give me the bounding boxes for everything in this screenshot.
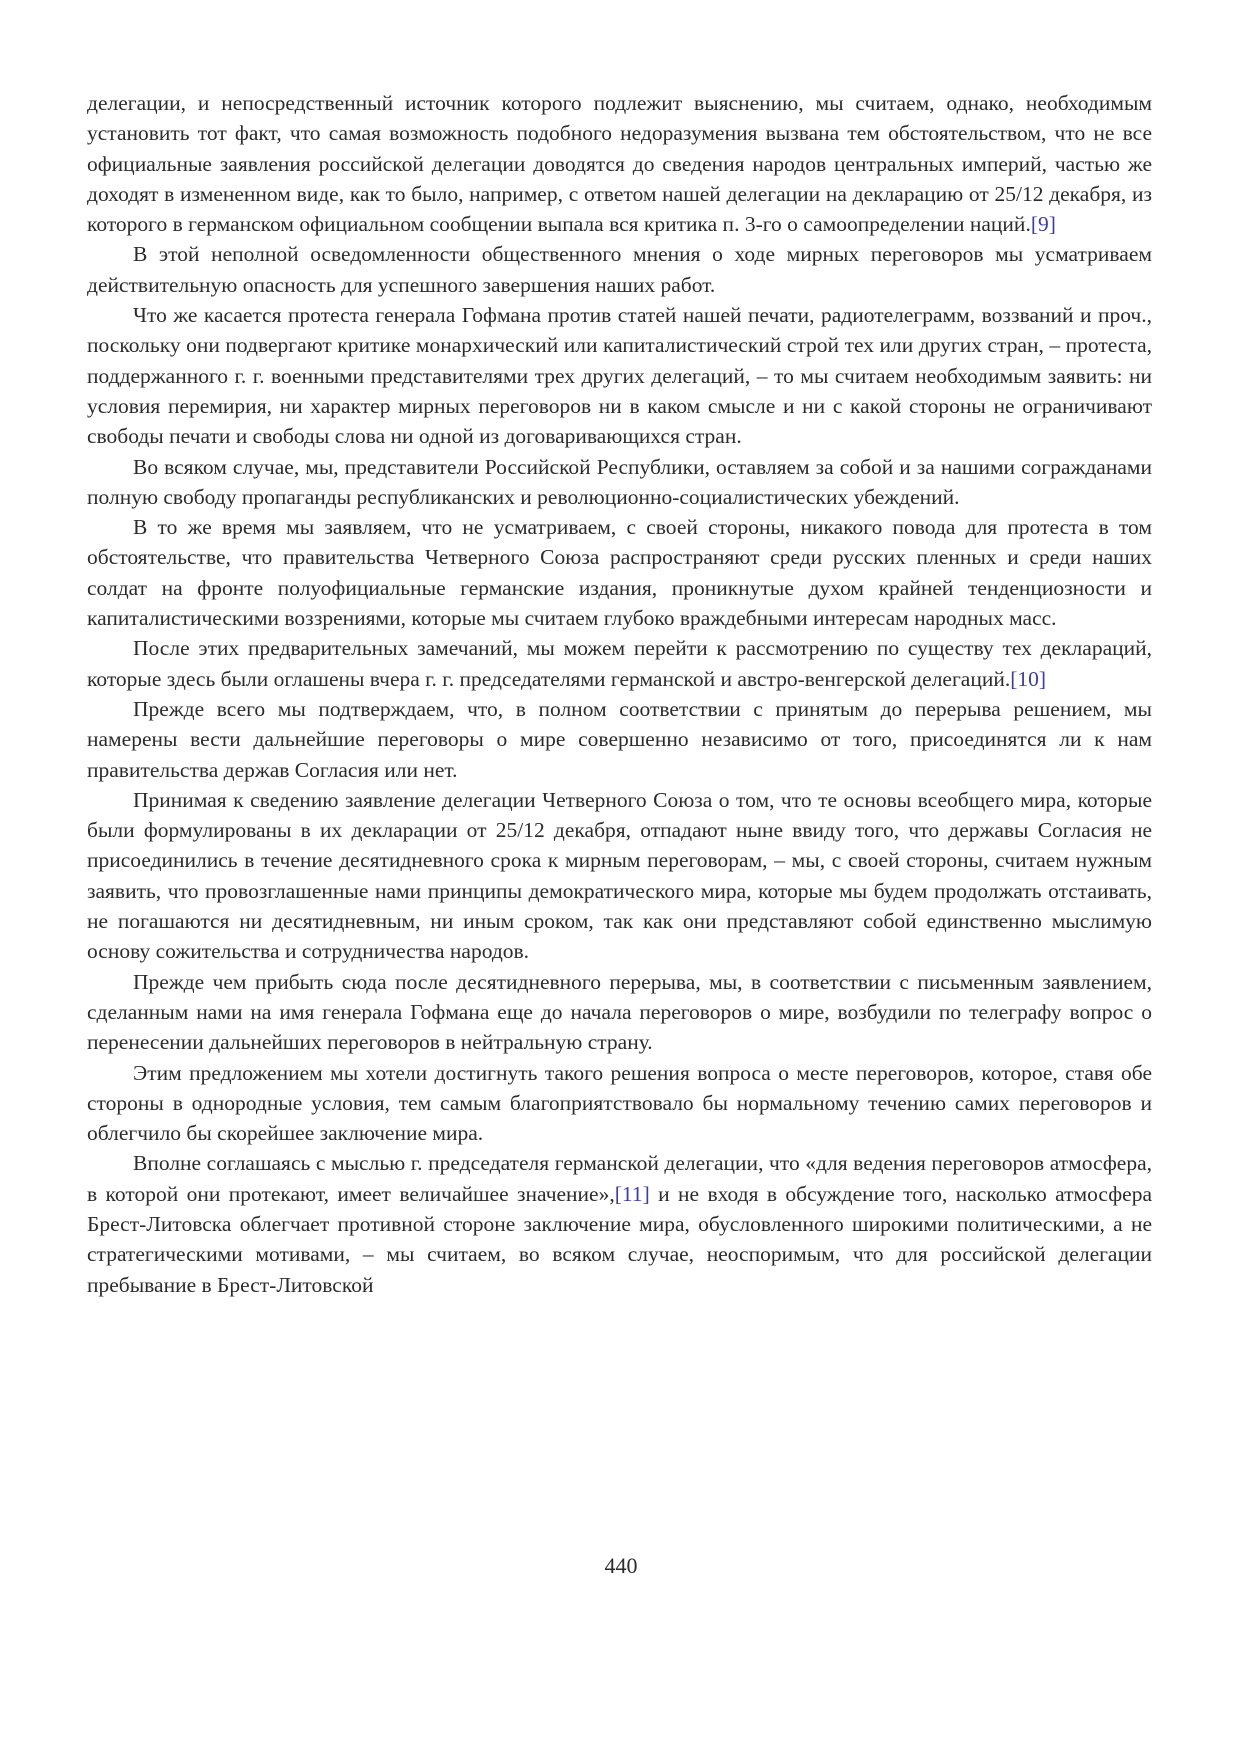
- paragraph-text: Прежде всего мы подтверждаем, что, в полном соответствии с принятым до перерыва решением, мы намерены вести дальнейшие переговоры о мире совершенно независимо от того, присоединятся ли к нам правительства держав Согласия или нет.: [87, 696, 1152, 782]
- paragraph-1: [87, 88, 1152, 239]
- paragraph-10: [87, 1058, 1152, 1149]
- paragraph-text-after-footnote: и не входя в обсуждение того, насколько атмосфера Брест-Литовска облегчает противной стороне заключение мира, обусловленного широкими политическими, а не стратегическими мотивами, – мы считаем, во всяком случае, неоспоримым, что для российской делегации пребывание в Брест-Литовской: [87, 1181, 1152, 1297]
- paragraph-4: [87, 452, 1152, 513]
- paragraph-text: В то же время мы заявляем, что не усматриваем, с своей стороны, никакого повода для протеста в том обстоятельстве, что правительства Четверного Союза распространяют среди русских пленных и среди наших солдат на фронте полуофициальные германские издания, проникнутые духом крайней тенденциозности и капиталистическими воззрениями, которые мы считаем глубоко враждебными интересам народных масс.: [87, 515, 1152, 631]
- paragraph-6: [87, 633, 1152, 694]
- footnote-link-9[interactable]: [9]: [1030, 212, 1056, 237]
- paragraph-11: [87, 1148, 1152, 1299]
- paragraph-text: После этих предварительных замечаний, мы можем перейти к рассмотрению по существу тех деклараций, которые здесь были оглашены вчера г. г. председателями германской и австро-венгерской делегаций.: [87, 636, 1152, 691]
- paragraph-7: [87, 694, 1152, 785]
- paragraph-text: Во всяком случае, мы, представители Российской Республики, оставляем за собой и за нашими согражданами полную свободу пропаганды республиканских и революционно-социалистических убеждений.: [87, 454, 1152, 509]
- paragraph-text: Этим предложением мы хотели достигнуть такого решения вопроса о месте переговоров, которое, ставя обе стороны в однородные условия, тем самым благоприятствовало бы нормальному течению самих переговоров и облегчило бы скорейшее заключение мира.: [87, 1060, 1152, 1146]
- document-body: [87, 88, 1152, 1300]
- paragraph-text: В этой неполной осведомленности общественного мнения о ходе мирных переговоров мы усматриваем действительную опасность для успешного завершения наших работ.: [87, 242, 1152, 297]
- paragraph-9: [87, 967, 1152, 1058]
- paragraph-text: делегации, и непосредственный источник которого подлежит выяснению, мы считаем, однако, необходимым установить тот факт, что самая возможность подобного недоразумения вызвана тем обстоятельством, что не все официальные заявления российской делегации доводятся до сведения народов центральных империй, частью же доходят в измененном виде, как то было, например, с ответом нашей делегации на декларацию от 25/12 декабря, из которого в германском официальном сообщении выпала вся критика п. 3-го о самоопределении наций.: [87, 91, 1152, 237]
- paragraph-3: [87, 300, 1152, 451]
- paragraph-text: Что же касается протеста генерала Гофмана против статей нашей печати, радиотелеграмм, воззваний и проч., поскольку они подвергают критике монархический или капиталистический строй тех или других стран, – протеста, поддержанного г. г. военными представителями трех других делегаций, – то мы считаем необходимым заявить: ни условия перемирия, ни характер мирных переговоров ни в каком смысле и ни с какой стороны не ограничивают свободы печати и свободы слова ни одной из договаривающихся стран.: [87, 303, 1152, 449]
- footnote-link-10[interactable]: [10]: [1010, 666, 1047, 691]
- paragraph-text: Вполне соглашаясь с мыслью г. председателя германской делегации, что «для ведения переговоров атмосфера, в которой они протекают, имеет величайшее значение»,: [87, 1151, 1152, 1206]
- paragraph-5: [87, 512, 1152, 633]
- paragraph-text: Прежде чем прибыть сюда после десятидневного перерыва, мы, в соответствии с письменным заявлением, сделанным нами на имя генерала Гофмана еще до начала переговоров о мире, возбудили по телеграфу вопрос о перенесении дальнейших переговоров в нейтральную страну.: [87, 969, 1152, 1055]
- paragraph-text: Принимая к сведению заявление делегации Четверного Союза о том, что те основы всеобщего мира, которые были формулированы в их декларации от 25/12 декабря, отпадают ныне ввиду того, что державы Согласия не присоединились в течение десятидневного срока к мирным переговорам, – мы, с своей стороны, считаем нужным заявить, что провозглашенные нами принципы демократического мира, которые мы будем продолжать отстаивать, не погашаются ни десятидневным, ни иным сроком, так как они представляют собой единственно мыслимую основу сожительства и сотрудничества народов.: [87, 787, 1152, 964]
- paragraph-8: [87, 785, 1152, 967]
- page-number: 440: [604, 1553, 638, 1578]
- footnote-link-11[interactable]: [11]: [614, 1181, 650, 1206]
- paragraph-2: [87, 239, 1152, 300]
